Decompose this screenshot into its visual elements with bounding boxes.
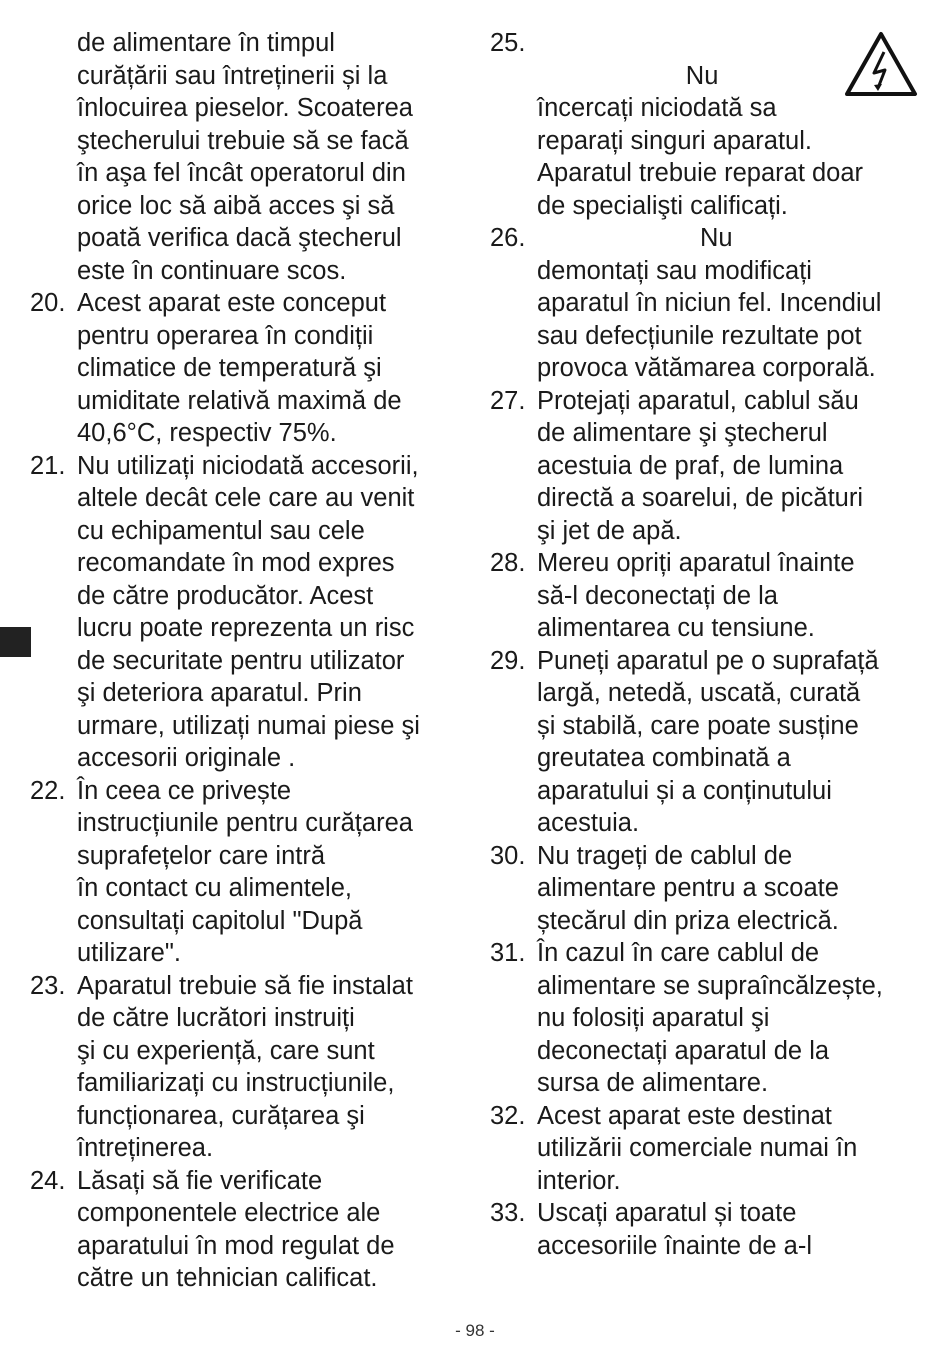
text-line: deconectați aparatul de la [537,1036,830,1065]
text-line: ștecărul din priza electrică. [537,906,839,935]
text-line: largă, netedă, uscată, curată [537,679,861,707]
text-line: interior. [537,1166,621,1195]
text-line: consultați capitolul "După [77,906,363,935]
item-number: 21. [30,451,66,480]
item-number: 20. [30,289,66,317]
text-line: 40,6°C, respectiv 75%. [77,419,337,447]
text-line: recomandate în mod expres [77,549,395,577]
text-line: curățării sau întreținerii și la [77,61,388,90]
text-line: cu echipamentul sau cele [77,516,365,545]
item-number: 31. [490,939,526,967]
text-line: de alimentare şi ştecherul [537,419,828,447]
item-number: 24. [30,1166,66,1195]
text-line: utilizare". [77,939,182,967]
text-line: Protejați aparatul, cablul său [537,386,859,415]
text-line: să-l deconectați de la [537,581,778,610]
item-number: 27. [490,386,526,415]
text-line: de securitate pentru utilizator [77,646,405,675]
text-line: funcționarea, curățarea şi [77,1101,365,1130]
text-line: Acest aparat este conceput [77,289,387,317]
text-line: climatice de temperatură şi [77,354,382,382]
item-number: 26. [490,224,526,252]
language-side-tab [0,627,31,657]
text-line: componentele electrice ale [77,1199,381,1227]
text-line: lucru poate reprezenta un risc [77,614,415,642]
text-line: Acest aparat este destinat [537,1101,832,1130]
list-item [490,645,930,840]
item-number: 33. [490,1199,526,1227]
text-line: orice loc să aibă acces şi să [77,191,395,220]
list-item [490,840,930,938]
electric-hazard-icon [843,30,919,98]
text-line: poată verifica dacă ştecherul [77,224,402,252]
text-line: alimentarea cu tensiune. [537,614,815,642]
item-number: 22. [30,776,66,805]
text-line: aparatul în niciun fel. Incendiul [537,289,882,317]
text-line: ştecherului trebuie să se facă [77,126,409,155]
text-line: provoca vătămarea corporală. [537,354,876,382]
text-line: utilizării comerciale numai în [537,1134,858,1162]
text-line: Uscați aparatul și toate [537,1199,797,1227]
text-line: instrucțiunile pentru curățarea [77,809,413,837]
text-line: În cazul în care cablul de [537,939,820,967]
text-line: suprafețelor care intră [77,841,326,870]
right-column [490,27,930,1262]
text-line: sau defecțiunile rezultate pot [537,321,862,350]
text-line: umiditate relativă maximă de [77,386,402,415]
text-line: şi cu experiență, care sunt [77,1036,375,1065]
text-line: acestuia. [537,809,640,837]
text-line: Aparatul trebuie să fie instalat [77,971,413,1000]
text-line: reparați singuri aparatul. [537,126,812,155]
item-number: 29. [490,646,526,675]
text-line: sursa de alimentare. [537,1069,769,1097]
text-line: demontați sau modificați [537,256,812,285]
text-line: şi jet de apă. [537,516,682,545]
text-line: Nu [537,224,733,252]
text-line: greutatea combinată a [537,744,791,772]
text-line: încercați niciodată sa [537,94,777,122]
text-line: Nu utilizați niciodată accesorii, [77,451,419,480]
text-line: aparatului în mod regulat de [77,1231,395,1260]
list-item [30,287,470,450]
text-line: În ceea ce privește [77,776,292,805]
text-line: pentru operarea în condiții [77,321,374,350]
list-item [490,1197,930,1262]
list-item [490,222,930,385]
text-line: de specialişti calificați. [537,191,788,220]
text-line: înlocuirea pieselor. Scoaterea [77,94,413,122]
text-line: Nu [537,61,719,90]
text-line: alimentare pentru a scoate [537,874,839,902]
text-line: urmare, utilizați numai piese şi [77,711,420,740]
text-line: familiarizați cu instrucțiunile, [77,1069,395,1097]
list-item [30,775,470,970]
item-number: 25. [490,29,526,57]
text-line: alimentare se supraîncălzește, [537,971,883,1000]
text-line: de alimentare în timpul [77,29,335,57]
text-line: Puneți aparatul pe o suprafață [537,646,879,675]
text-line: Nu trageți de cablul de [537,841,793,870]
text-line: acestuia de praf, de lumina [537,451,844,480]
list-item [490,547,930,645]
left-column [30,27,470,1295]
text-line: şi deteriora aparatul. Prin [77,679,362,707]
text-line: directă a soarelui, de picături [537,484,864,512]
text-line: este în continuare scos. [77,256,347,285]
text-line: în contact cu alimentele, [77,874,352,902]
list-item [490,1100,930,1198]
text-line: Mereu opriți aparatul înainte [537,549,855,577]
text-line: către un tehnician calificat. [77,1264,378,1292]
text-line: Lăsați să fie verificate [77,1166,323,1195]
text-line: aparatului și a conținutului [537,776,832,805]
text-line: altele decât cele care au venit [77,484,415,512]
text-line: în aşa fel încât operatorul din [77,159,406,187]
list-item [30,970,470,1165]
list-item [30,450,470,775]
page-number: - 98 - [455,1321,495,1340]
item-number: 28. [490,549,526,577]
text-line: accesoriile înainte de a-l [537,1231,812,1260]
item-number: 32. [490,1101,526,1130]
item-number: 23. [30,971,66,1000]
list-item [30,1165,470,1295]
text-line: Aparatul trebuie reparat doar [537,159,864,187]
text-line: accesorii originale . [77,744,296,772]
text-line: de către lucrători instruiți [77,1004,355,1032]
text-line: nu folosiți aparatul şi [537,1004,770,1032]
text-line: și stabilă, care poate susține [537,711,859,740]
list-item [490,385,930,548]
list-item [490,937,930,1100]
item-number: 30. [490,841,526,870]
text-line: întreținerea. [77,1134,214,1162]
text-line: de către producător. Acest [77,581,374,610]
